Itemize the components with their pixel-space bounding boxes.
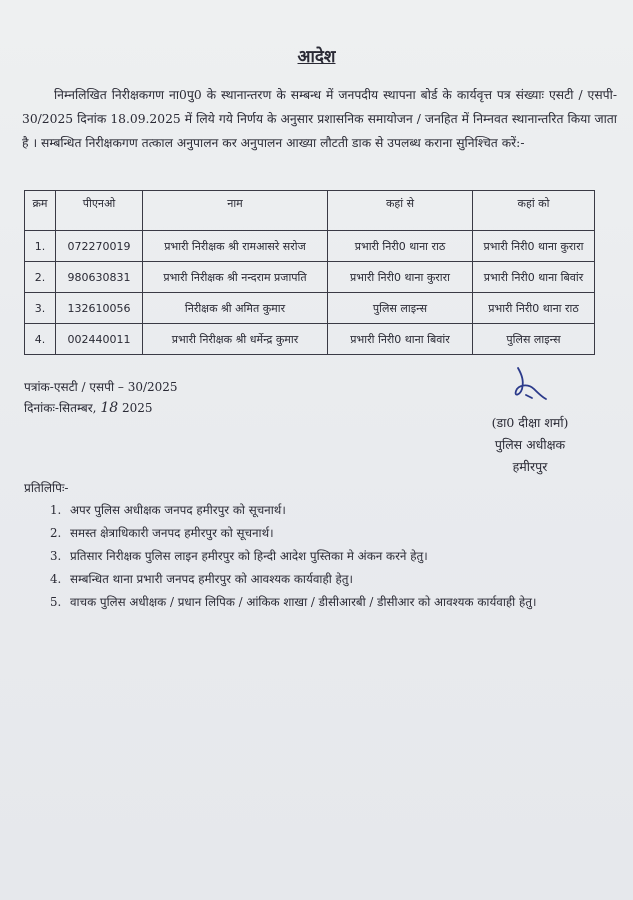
table-row [25, 262, 595, 293]
copy-list [50, 499, 536, 614]
item-number: 5. [50, 595, 62, 609]
signature-mark [508, 365, 550, 405]
row-to: प्रभारी निरी0 थाना कुरारा [473, 231, 595, 262]
item-number: 2. [50, 526, 62, 540]
row-from: प्रभारी निरी0 थाना कुरारा [328, 262, 473, 293]
order-title: आदेश [297, 47, 336, 67]
row-name: प्रभारी निरीक्षक श्री धर्मेन्द्र कुमार [143, 324, 328, 355]
row-pno: 072270019 [56, 231, 143, 262]
list-item [50, 545, 536, 568]
row-serial: 2. [25, 262, 56, 293]
item-text: समस्त क्षेत्राधिकारी जनपद हमीरपुर को सूचनार्थ। [70, 526, 274, 540]
date-day-handwritten: 18 [100, 400, 119, 416]
row-from: प्रभारी निरी0 थाना राठ [328, 231, 473, 262]
item-number: 4. [50, 572, 62, 586]
row-to: प्रभारी निरी0 थाना राठ [473, 293, 595, 324]
row-name: प्रभारी निरीक्षक श्री रामआसरे सरोज [143, 231, 328, 262]
row-serial: 1. [25, 231, 56, 262]
signatory-designation: पुलिस अधीक्षक [494, 437, 566, 452]
row-pno: 002440011 [56, 324, 143, 355]
col-from: कहां से [328, 191, 473, 231]
list-item [50, 522, 536, 545]
row-to: पुलिस लाइन्स [473, 324, 595, 355]
transfer-table [24, 190, 595, 355]
item-number: 1. [50, 503, 62, 517]
date-year: 2025 [121, 401, 153, 415]
reference-number: पत्रांक-एसटी / एसपी – 30/2025 [24, 380, 178, 394]
row-pno: 132610056 [56, 293, 143, 324]
col-name: नाम [143, 191, 328, 231]
row-from: पुलिस लाइन्स [328, 293, 473, 324]
row-from: प्रभारी निरी0 थाना बिवांर [328, 324, 473, 355]
date-prefix: दिनांकः-सितम्बर, [24, 401, 97, 415]
list-item [50, 591, 536, 614]
copy-heading: प्रतिलिपिः- [24, 481, 69, 495]
table-header-row [25, 191, 595, 231]
row-serial: 3. [25, 293, 56, 324]
signatory-name: (डा0 दीक्षा शर्मा) [491, 415, 569, 430]
col-pno: पीएनओ [56, 191, 143, 231]
item-number: 3. [50, 549, 62, 563]
row-pno: 980630831 [56, 262, 143, 293]
reference-date [24, 398, 178, 419]
item-text: प्रतिसार निरीक्षक पुलिस लाइन हमीरपुर को हिन्दी आदेश पुस्तिका मे अंकन करने हेतु। [70, 549, 428, 563]
row-to: प्रभारी निरी0 थाना बिवांर [473, 262, 595, 293]
row-serial: 4. [25, 324, 56, 355]
table-row [25, 324, 595, 355]
item-text: अपर पुलिस अधीक्षक जनपद हमीरपुर को सूचनार्थ। [70, 503, 286, 517]
col-to: कहां को [473, 191, 595, 231]
list-item [50, 499, 536, 522]
row-name: प्रभारी निरीक्षक श्री नन्दराम प्रजापति [143, 262, 328, 293]
intro-paragraph: निम्नलिखित निरीक्षकगण ना0पु0 के स्थानान्तरण के सम्बन्ध में जनपदीय स्थापना बोर्ड के कार्यवृत्त पत्र संख्याः एसटी / एसपी- 30/2025 दिनांक 18.09.2025 में लिये गये निर्णय के अनुसार प्रशासनिक समायोजन / जनहित में निम्नवत स्थानान्तरित किया जाता है । सम्बन्धित निरीक्षकगण तत्काल अनुपालन कर अनुपालन आख्या लौटती डाक से उपलब्ध कराना सुनिश्चित करें:- [22, 88, 617, 150]
item-text: वाचक पुलिस अधीक्षक / प्रधान लिपिक / आंकिक शाखा / डीसीआरबी / डीसीआर को आवश्यक कार्यवाही हेतु। [70, 595, 537, 609]
reference-block [24, 377, 178, 419]
row-name: निरीक्षक श्री अमित कुमार [143, 293, 328, 324]
col-serial: क्रम [25, 191, 56, 231]
table-row [25, 231, 595, 262]
item-text: सम्बन्धित थाना प्रभारी जनपद हमीरपुर को आवश्यक कार्यवाही हेतु। [70, 572, 353, 586]
signatory-block [480, 412, 580, 478]
list-item [50, 568, 536, 591]
signatory-district: हमीरपुर [512, 459, 548, 474]
table-row [25, 293, 595, 324]
